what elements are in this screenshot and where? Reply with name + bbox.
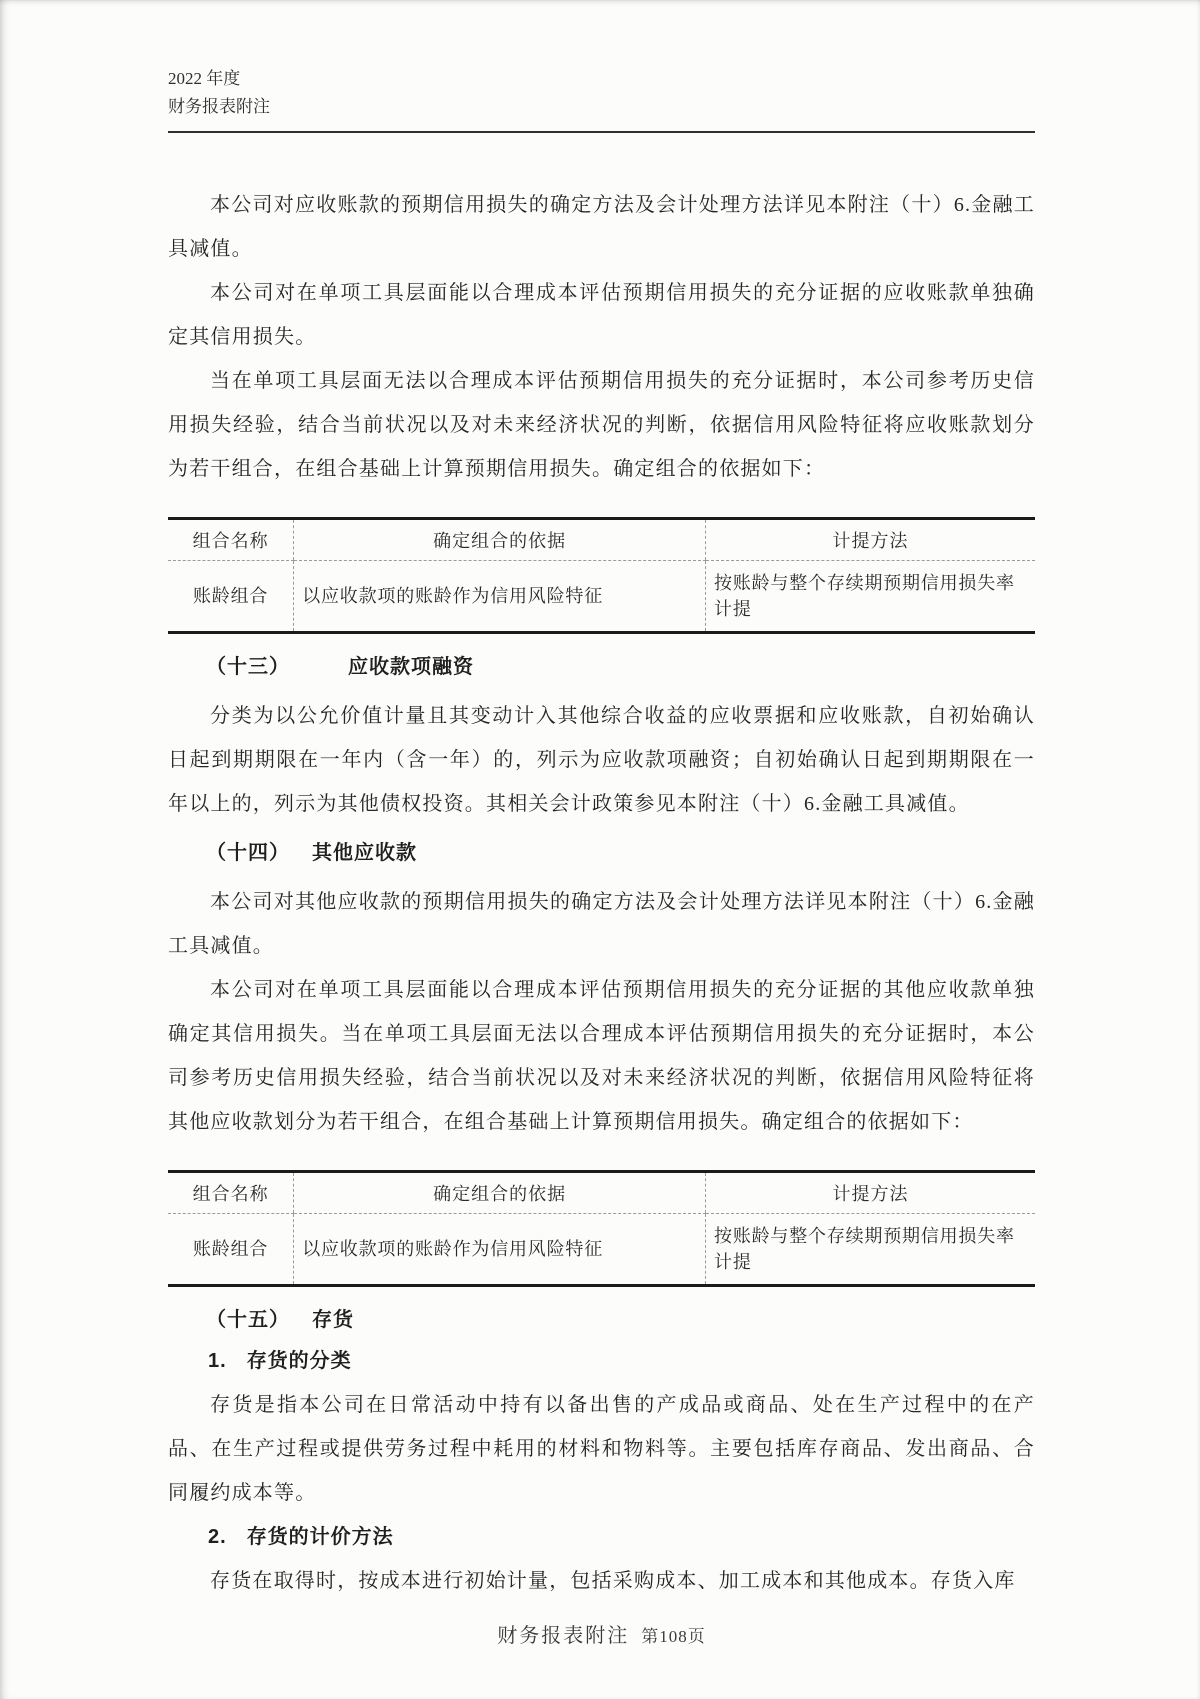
section-title: 应收款项融资 [348, 656, 474, 678]
section-number: （十三） [206, 656, 290, 678]
column-header-portfolio-name: 组合名称 [168, 1172, 294, 1214]
subsection-number: 1. [208, 1350, 227, 1372]
running-head-year: 2022 年度 [168, 69, 241, 88]
subsection-number: 2. [208, 1526, 227, 1548]
paragraph-ar-portfolio-basis: 当在单项工具层面无法以合理成本评估预期信用损失的充分证据时，本公司参考历史信用损失经验，结合当前状况以及对未来经济状况的判断，依据信用风险特征将应收账款划分为若干组合，在组合基础上计算预期信用损失。确定组合的依据如下： [168, 370, 1035, 480]
cell-portfolio-name: 账龄组合 [193, 1239, 269, 1259]
paragraph-ar-ecl-method: 本公司对应收账款的预期信用损失的确定方法及会计处理方法详见本附注（十）6.金融工具减值。 [168, 194, 1035, 260]
section-title: 其他应收款 [312, 842, 417, 864]
paragraph-other-receivables-portfolio: 本公司对在单项工具层面能以合理成本评估预期信用损失的充分证据的其他应收款单独确定其信用损失。当在单项工具层面无法以合理成本评估预期信用损失的充分证据时，本公司参考历史信用损失经验，结合当前状况以及对未来经济状况的判断，依据信用风险特征将其他应收款划分为若干组合，在组合基础上计算预期信用损失。确定组合的依据如下： [168, 979, 1035, 1133]
column-header-portfolio-basis: 确定组合的依据 [294, 519, 706, 561]
footer-title: 财务报表附注 [497, 1625, 630, 1647]
table-row [168, 561, 1035, 633]
document-body [168, 183, 1035, 1648]
cell-portfolio-basis: 以应收款项的账龄作为信用风险特征 [294, 561, 706, 633]
subsection-heading-inventory-classification [168, 1347, 1035, 1375]
header-divider [168, 131, 1035, 133]
table-row [168, 1214, 1035, 1286]
section-heading-13 [168, 652, 1035, 682]
paragraph-other-receivables-ecl: 本公司对其他应收款的预期信用损失的确定方法及会计处理方法详见本附注（十）6.金融工具减值。 [168, 891, 1035, 957]
section-heading-15 [168, 1305, 1035, 1335]
section-heading-14 [168, 838, 1035, 868]
paragraph-inventory-classification: 存货是指本公司在日常活动中持有以备出售的产成品或商品、处在生产过程中的在产品、在生产过程或提供劳务过程中耗用的材料和物料等。主要包括库存商品、发出商品、合同履约成本等。 [168, 1394, 1035, 1504]
paragraph-receivables-financing: 分类为以公允价值计量且其变动计入其他综合收益的应收票据和应收账款，自初始确认日起到期期限在一年内（含一年）的，列示为应收款项融资；自初始确认日起到期期限在一年以上的，列示为其他债权投资。其相关会计政策参见本附注（十）6.金融工具减值。 [168, 705, 1035, 815]
cell-provision-method: 按账龄与整个存续期预期信用损失率计提 [706, 561, 1035, 633]
table-header-row [168, 1172, 1035, 1214]
cell-provision-method: 按账龄与整个存续期预期信用损失率计提 [706, 1214, 1035, 1286]
running-head [168, 65, 1035, 121]
footer-page-number: 第108页 [641, 1627, 706, 1646]
cell-portfolio-name: 账龄组合 [193, 586, 269, 606]
column-header-portfolio-name: 组合名称 [168, 519, 294, 561]
section-number: （十五） [206, 1309, 290, 1331]
subsection-title: 存货的分类 [246, 1350, 352, 1372]
section-title: 存货 [312, 1309, 354, 1331]
page-footer [168, 1619, 1035, 1648]
section-number: （十四） [206, 842, 290, 864]
running-head-title: 财务报表附注 [168, 97, 270, 116]
column-header-provision-method: 计提方法 [706, 519, 1035, 561]
column-header-provision-method: 计提方法 [706, 1172, 1035, 1214]
paragraph-inventory-measurement: 存货在取得时，按成本进行初始计量，包括采购成本、加工成本和其他成本。存货入库 [210, 1570, 1016, 1592]
column-header-portfolio-basis: 确定组合的依据 [294, 1172, 706, 1214]
cell-portfolio-basis: 以应收款项的账龄作为信用风险特征 [294, 1214, 706, 1286]
subsection-title: 存货的计价方法 [246, 1526, 394, 1548]
other-receivables-portfolio-table [168, 1170, 1035, 1287]
receivables-portfolio-table [168, 517, 1035, 634]
paragraph-ar-individual-assessment: 本公司对在单项工具层面能以合理成本评估预期信用损失的充分证据的应收账款单独确定其信用损失。 [168, 282, 1035, 348]
table-header-row [168, 519, 1035, 561]
subsection-heading-inventory-measurement [168, 1523, 1035, 1551]
